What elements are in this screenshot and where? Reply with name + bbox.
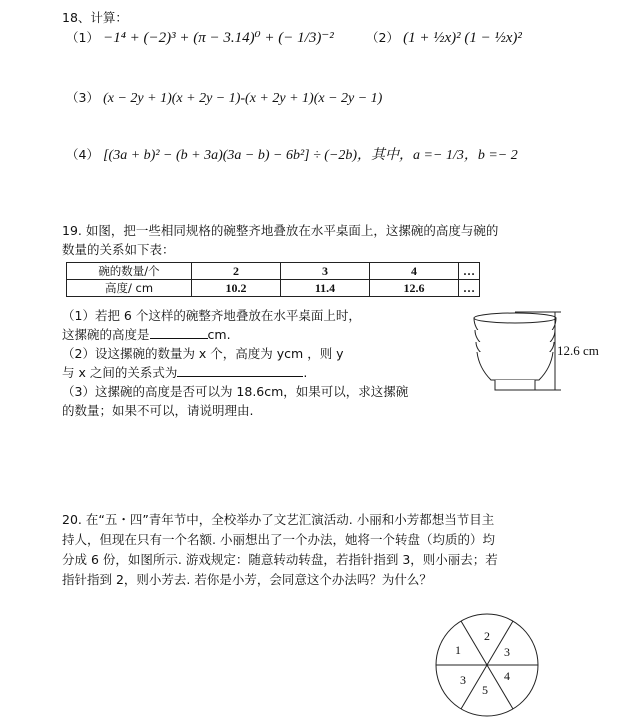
q19-sub1-line1: （1）若把 6 个这样的碗整齐地叠放在水平桌面上时，	[62, 308, 361, 323]
height-label: 12.6 cm	[557, 343, 599, 358]
bowl-table	[66, 262, 480, 297]
table-cell: 4	[370, 263, 459, 280]
table-cell: …	[459, 263, 480, 280]
q19-sub2-end: .	[303, 365, 308, 380]
spinner-number: 5	[482, 683, 488, 697]
table-cell: 11.4	[281, 280, 370, 297]
spinner-number: 4	[504, 669, 510, 683]
q18-p4-expr: [(3a + b)² − (b + 3a)(3a − b) − 6b²] ÷ (−2b)，其中，a =− 1/3，b =− 2	[103, 148, 518, 163]
q19-sub1-line2	[62, 325, 231, 343]
bowl-foot	[495, 380, 535, 390]
spinner-number: 3	[460, 673, 466, 687]
q20-line3: 分成 6 份，如图所示. 游戏规定：随意转动转盘，若指针指到 3，则小丽去；若	[62, 552, 498, 567]
answer-blank	[150, 326, 208, 339]
q19-sub1-unit: cm.	[207, 327, 231, 342]
spinner-figure	[434, 612, 540, 718]
spinner-number: 3	[504, 645, 510, 659]
q19-sub2-prefix: 与 x 之间的关系式为	[62, 365, 178, 380]
table-row	[67, 263, 480, 280]
q19-sub3-line1: （3）这摞碗的高度是否可以为 18.6cm，如果可以，求这摞碗	[62, 384, 409, 399]
q18-p2-label: （2）	[366, 30, 399, 45]
q18-part2	[366, 28, 522, 47]
spinner-number: 1	[455, 643, 461, 657]
q18-part4	[66, 144, 518, 164]
table-header-count: 碗的数量/个	[67, 263, 192, 280]
table-cell: 10.2	[192, 280, 281, 297]
q18-heading: 18、计算：	[62, 10, 128, 25]
bowl-rim	[474, 313, 556, 323]
q18-p3-label: （3）	[66, 90, 99, 105]
q20-line4: 指针指到 2，则小芳去. 若你是小芳，会同意这个办法吗？为什么？	[62, 572, 432, 587]
q19-sub3-line2: 的数量；如果不可以，请说明理由.	[62, 403, 254, 418]
table-cell: 12.6	[370, 280, 459, 297]
spinner-number: 2	[484, 629, 490, 643]
q18-part3	[66, 88, 382, 107]
q18-p1-label: （1）	[66, 30, 99, 45]
bowl-1	[477, 352, 553, 380]
table-row	[67, 280, 480, 297]
table-cell: …	[459, 280, 480, 297]
q19-intro-line2: 数量的关系如下表：	[62, 242, 175, 257]
q18-p2-expr: (1 + ½x)² (1 − ½x)²	[403, 30, 522, 46]
q20-line2: 持人，但现在只有一个名额. 小丽想出了一个办法，她将一个转盘（均质的）均	[62, 532, 495, 547]
q19-intro-line1: 19. 如图，把一些相同规格的碗整齐地叠放在水平桌面上，这摞碗的高度与碗的	[62, 223, 499, 238]
q18-p1-expr: −1⁴ + (−2)³ + (π − 3.14)⁰ + (− 1/3)⁻²	[103, 30, 334, 46]
q18-part1	[66, 28, 334, 47]
table-cell: 2	[192, 263, 281, 280]
q20-line1: 20. 在“五・四”青年节中，全校举办了文艺汇演活动. 小丽和小芳都想当节目主	[62, 512, 495, 527]
answer-blank	[177, 364, 303, 377]
table-header-height: 高度/ cm	[67, 280, 192, 297]
stacked-bowls-figure	[465, 306, 615, 398]
q18-p4-label: （4）	[66, 147, 99, 162]
table-cell: 3	[281, 263, 370, 280]
q19-sub1-prefix: 这摞碗的高度是	[62, 327, 150, 342]
q19-sub2-line2	[62, 363, 307, 381]
q19-sub2-line1: （2）设这摞碗的数量为 x 个，高度为 ycm ，则 y	[62, 346, 344, 361]
q18-p3-expr: (x − 2y + 1)(x + 2y − 1)-(x + 2y + 1)(x − 2y − 1)	[103, 91, 383, 106]
